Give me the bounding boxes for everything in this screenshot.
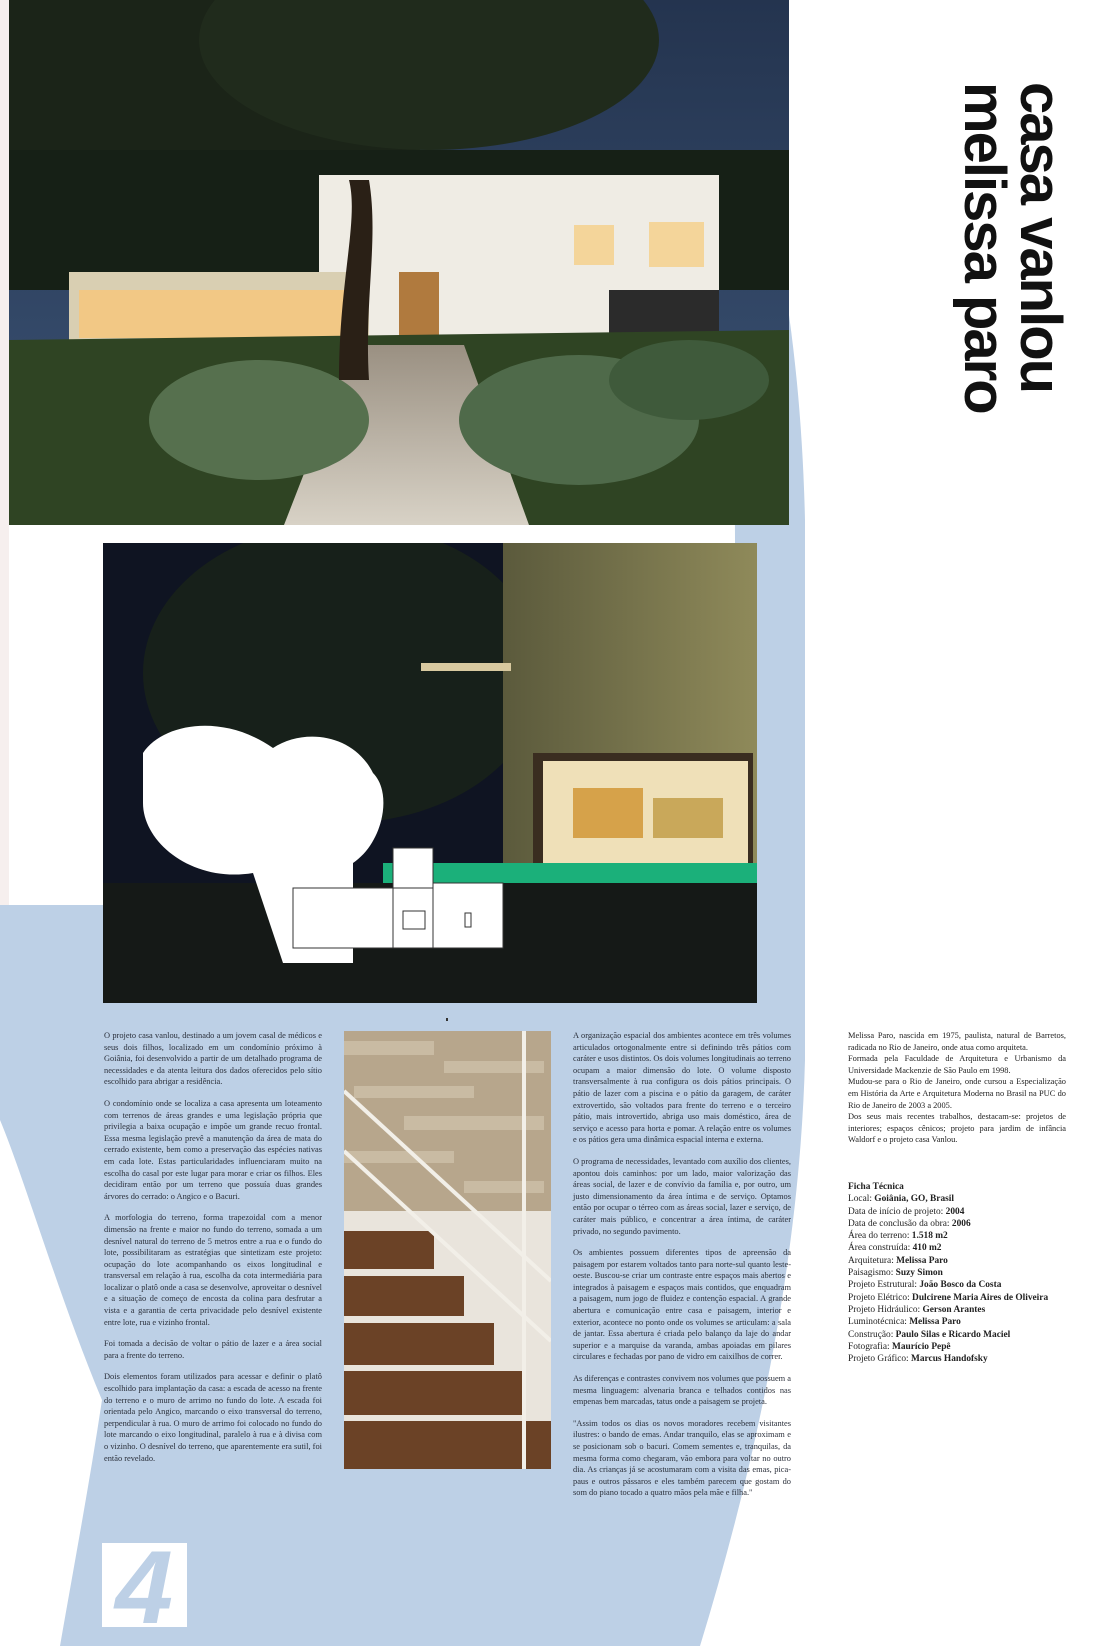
technical-sheet-row	[848, 1279, 1088, 1291]
row-value: 2004	[945, 1206, 965, 1217]
technical-sheet-row	[848, 1329, 1088, 1341]
page-number: 4	[115, 1543, 173, 1627]
row-label: Projeto Estrutural:	[848, 1280, 920, 1291]
row-label: Projeto Hidráulico:	[848, 1304, 923, 1315]
paragraph: O condomínio onde se localiza a casa apresenta um loteamento com terrenos de áreas grandes e uma legislação própria que privilegia a baixa ocupação e impõe um grande recuo frontal. Essa mesma legislação prevê a manutenção da área de mata do cerrado existente, bem como a preservação das espécies nativas em cada lote. Estas particularidades influenciaram muito na escolha do casal por este lugar para morar e criar os filhos. Eles decidiram então por um terreno que possuía duas grandes árvores do cerrado: o Angico e o Bacuri.	[104, 1098, 322, 1201]
row-label: Projeto Elétrico:	[848, 1292, 913, 1303]
row-label: Paisagismo:	[848, 1268, 896, 1279]
article-column-1	[104, 1030, 322, 1474]
row-label: Data de conclusão da obra:	[848, 1218, 952, 1229]
technical-sheet-heading: Ficha Técnica	[848, 1182, 904, 1192]
row-value: Goiânia, GO, Brasil	[874, 1194, 954, 1205]
row-label: Fotografia:	[848, 1341, 893, 1352]
bio-line: Formada pela Faculdade de Arquitetura e Urbanismo da Universidade Mackenzie de São Paulo em 1998.	[848, 1054, 1066, 1075]
row-label: Local:	[848, 1194, 875, 1205]
row-value: João Bosco da Costa	[919, 1280, 1002, 1291]
technical-sheet-row	[848, 1218, 1088, 1230]
row-value: Melissa Paro	[909, 1317, 961, 1328]
photo-stairs	[344, 1031, 551, 1469]
row-value: Paulo Silas e Ricardo Maciel	[895, 1329, 1011, 1340]
paragraph: A morfologia do terreno, forma trapezoidal com a menor dimensão na frente e maior no fundo do terreno, somada a um desnível natural do terreno de 5 metros entre a rua e o fundo do lote, possibilitaram as estratégias que sintetizam este projeto: ocupação do lote acompanhando os eixos longitudinal e transversal em relação à rua, escolha da cota intermediária para localizar o platô onde a casa se desenvolve, aproveitar o desnível e a situação de começo de encosta da colina para desfrutar a vista e a garantia de certa privacidade pelo desnível existente entre lote, rua e vizinho frontal.	[104, 1213, 322, 1327]
row-label: Área construída:	[848, 1243, 913, 1254]
row-label: Data de início de projeto:	[848, 1206, 946, 1217]
technical-sheet-row	[848, 1304, 1088, 1316]
row-label: Arquitetura:	[848, 1255, 897, 1266]
photo-pool-interior	[103, 543, 757, 1003]
article-column-2	[573, 1030, 791, 1509]
bio-line: Dos seus mais recentes trabalhos, destacam-se: projetos de interiores; espaços cênicos; projeto para jardim de infância Waldorf e o projeto casa Vanlou.	[848, 1112, 1066, 1145]
paragraph: O projeto casa vanlou, destinado a um jovem casal de médicos e seus dois filhos, localizado em um condomínio próximo à Goiânia, foi desenvolvido a partir de um detalhado programa de necessidades e da atenta leitura dos dados oferecidos pelo sítio escolhido para abrigar a residência.	[104, 1031, 322, 1087]
paragraph: Foi tomada a decisão de voltar o pátio de lazer e a área social para a frente do terreno.	[104, 1339, 322, 1360]
architect-bio	[848, 1030, 1066, 1146]
row-value: Dulcirene Maria Aires de Oliveira	[912, 1292, 1049, 1303]
technical-sheet-row	[848, 1242, 1088, 1254]
small-mark	[446, 1018, 448, 1021]
row-value: Gerson Arantes	[922, 1304, 986, 1315]
row-label: Luminotécnica:	[848, 1317, 910, 1328]
row-value: Suzy Simon	[895, 1268, 943, 1279]
technical-sheet-row	[848, 1230, 1088, 1242]
technical-sheet-rows	[848, 1193, 1088, 1365]
row-value: 410 m2	[912, 1243, 942, 1254]
page-number-badge	[102, 1543, 187, 1627]
row-label: Construção:	[848, 1329, 896, 1340]
technical-sheet-row	[848, 1206, 1088, 1218]
paragraph: As diferenças e contrastes convivem nos volumes que possuem a mesma linguagem: alvenaria branca e telhados contidos nas empenas bem marcadas, tatus onde a paisagem se projeta.	[573, 1374, 791, 1407]
paragraph: Os ambientes possuem diferentes tipos de apreensão da paisagem por estarem voltados tanto para norte-sul quanto leste-oeste. Buscou-se criar um contraste entre espaços mais abertos e integrados à paisagem e espaços mais contidos, que enquadram a paisagem, num jogo de fluidez e contenção espacial. A grande abertura e comunicação entre casa e paisagem, interior e exterior, acontece no ponto onde os volumes se articulam: a sala de jantar. Essa abertura é criada pelo balanço da laje do andar superior e a marquise da varanda, ambas apoiadas em pilares circulares e fechadas por pano de vidro em caixilhos de correr.	[573, 1248, 791, 1362]
technical-sheet-row	[848, 1316, 1088, 1328]
paragraph: A organização espacial dos ambientes acontece em três volumes articulados ortogonalmente entre si definindo três pátios com caráter e usos distintos. Os dois volumes longitudinais ao terreno ocupam a maior dimensão do lote. O volume disposto transversalmente à rua configura os dois pátios principais. O pátio de lazer com a piscina e o pátio da garagem, de caráter extrovertido, são voltados para frente do terreno e o terceiro pátio, mais introvertido, abriga uso mais doméstico, área de serviço e acesso para horta e pomar. A relação entre os volumes e os pátios gera uma dinâmica espacial interna e externa.	[573, 1031, 791, 1145]
technical-sheet-row	[848, 1341, 1088, 1353]
paragraph: Dois elementos foram utilizados para acessar e definir o platô escolhido para implantação da casa: a escada de acesso na frente do terreno e o muro de arrimo no fundo do lote. A escada foi orientada pelo Angico, marcando o eixo transversal do terreno, perpendicular à rua. O muro de arrimo foi colocado no fundo do lote marcando o eixo longitudinal, paralelo à rua e à divisa com o vizinho. O desnível do terreno, que aparentemente era sutil, foi então revelado.	[104, 1372, 322, 1463]
technical-sheet-row	[848, 1193, 1088, 1205]
bio-line: Melissa Paro, nascida em 1975, paulista, natural de Barretos, radicada no Rio de Janeiro, onde atua como arquiteta.	[848, 1031, 1066, 1052]
row-value: 2006	[951, 1218, 971, 1229]
left-pale-strip	[0, 0, 9, 905]
row-label: Área do terreno:	[848, 1231, 912, 1242]
article-title	[928, 82, 1073, 413]
technical-sheet	[848, 1181, 1088, 1365]
photo-house-facade	[9, 0, 789, 525]
row-value: Melissa Paro	[896, 1255, 948, 1266]
bio-line: Mudou-se para o Rio de Janeiro, onde cursou a Especialização em História da Arte e Arquitetura Moderna no Brasil na PUC do Rio de Janeiro de 2003 a 2005.	[848, 1077, 1066, 1110]
technical-sheet-row	[848, 1292, 1088, 1304]
quote-paragraph: "Assim todos os dias os novos moradores recebem visitantes ilustres: o bando de emas. Andar tranquilo, elas se aproximam e se posicionam sob o bacuri. Comem sementes e, tranquilas, da mesma forma como chegaram, vão embora para voltar no outro dia. As crianças já se acostumaram com a visita das emas, pica-paus e outros pássaros e eles também parecem que gostam do som do piano tocado a quatro mãos pela mãe e filha."	[573, 1418, 791, 1498]
title-line-2: melissa paro	[952, 82, 1017, 413]
title-line-1: casa vanlou	[1008, 82, 1073, 393]
technical-sheet-row	[848, 1267, 1088, 1279]
technical-sheet-row	[848, 1353, 1088, 1365]
technical-sheet-row	[848, 1255, 1088, 1267]
row-value: Marcus Handofsky	[911, 1354, 988, 1365]
paragraph: O programa de necessidades, levantado com auxílio dos clientes, apontou dois caminhos: por um lado, maior valorização das áreas social, de lazer e de convívio da família e, por outro, um justo dimensionamento da área íntima e de serviço. Optamos então por ocupar o térreo com as áreas social, lazer e serviço, de caráter mais público, e concentrar a área íntima, de caráter privado, no segundo pavimento.	[573, 1156, 791, 1236]
row-value: 1.518 m2	[911, 1231, 948, 1242]
row-value: Maurício Pepê	[892, 1341, 951, 1352]
row-label: Projeto Gráfico:	[848, 1354, 912, 1365]
